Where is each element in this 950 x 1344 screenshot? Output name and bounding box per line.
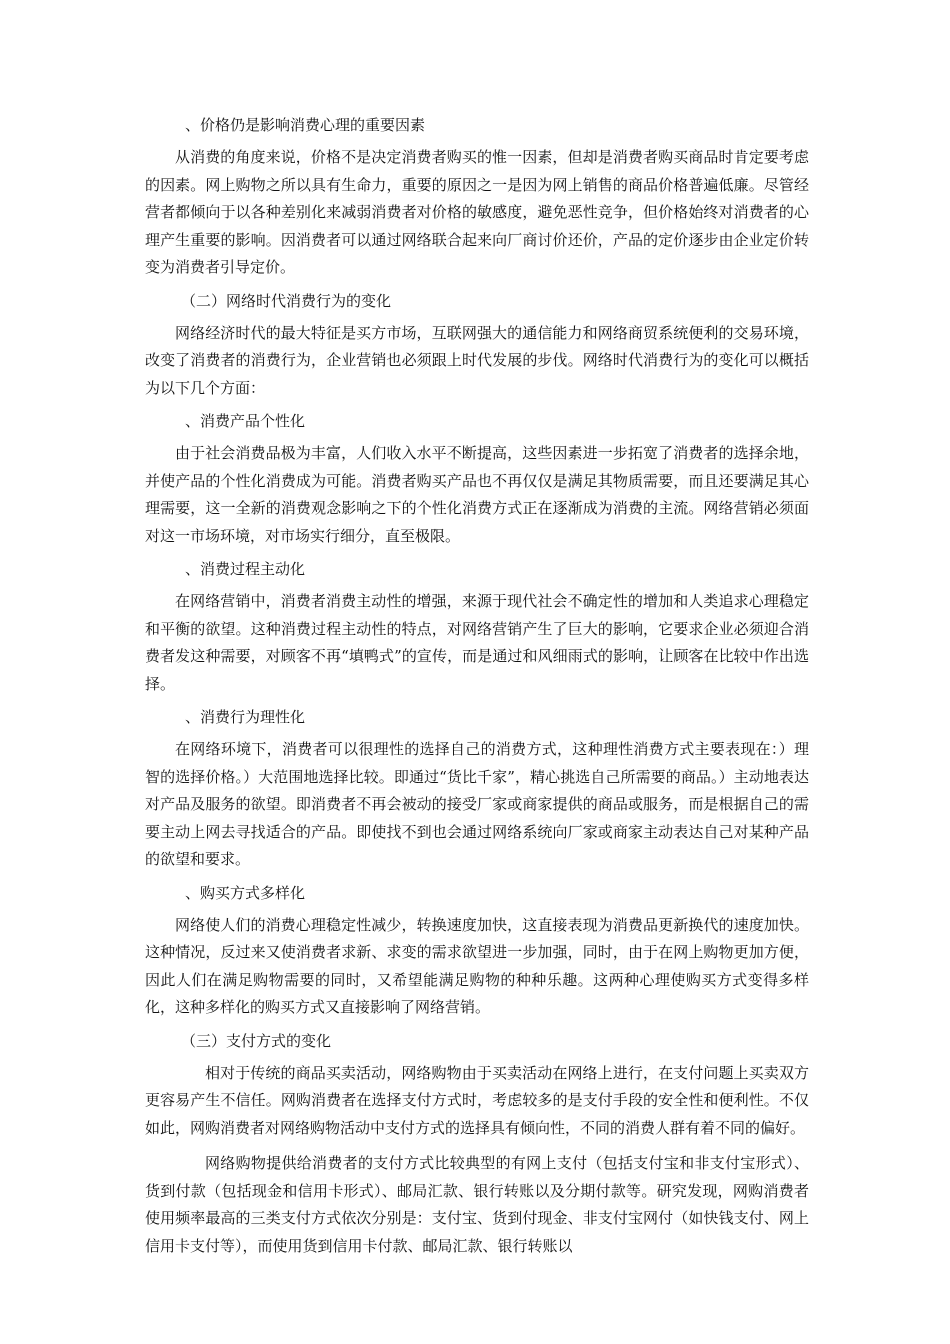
paragraph-rational-behavior: 在网络环境下，消费者可以很理性的选择自己的消费方式，这种理性消费方式主要表现在：）理智的选择价格。）大范围地选择比较。即通过“货比千家”，精心挑选自己所需要的商品。）主动地表达对产品及服务的欲望。即消费者不再会被动的接受厂家或商家提供的商品或服务，而是根据自己的需要主动上网去寻找适合的产品。即使找不到也会通过网络系统向厂家或商家主动表达自己对某种产品的欲望和要求。: [145, 740, 809, 868]
heading-active-consumption: 、消费过程主动化: [185, 560, 306, 578]
heading-personalization: 、消费产品个性化: [185, 412, 306, 430]
paragraph-diverse-purchase: 网络使人们的消费心理稳定性减少，转换速度加快，这直接表现为消费品更新换代的速度加快。这种情况，反过来又使消费者求新、求变的需求欲望进一步加强，同时，由于在网上购物更加方便，因此人们在满足购物需要的同时，又希望能满足购物的种种乐趣。这两种心理使购买方式变得多样化，这种多样化的购买方式又直接影响了网络营销。: [145, 915, 809, 1016]
paragraph-section-2-intro: 网络经济时代的最大特征是买方市场，互联网强大的通信能力和网络商贸系统便利的交易环境，改变了消费者的消费行为，企业营销也必须跟上时代发展的步伐。网络时代消费行为的变化可以概括为以下几个方面：: [145, 323, 809, 397]
heading-price-factor: 、价格仍是影响消费心理的重要因素: [185, 116, 426, 134]
paragraph-payment-2: 网络购物提供给消费者的支付方式比较典型的有网上支付（包括支付宝和非支付宝形式）、货到付款（包括现金和信用卡形式）、邮局汇款、银行转账以及分期付款等。研究发现，网购消费者使用频率最高的三类支付方式依次分别是：支付宝、货到付现金、非支付宝网付（如快钱支付、网上信用卡支付等），而使用货到信用卡付款、邮局汇款、银行转账以: [145, 1154, 809, 1255]
heading-section-2: （二）网络时代消费行为的变化: [181, 291, 392, 310]
paragraph-payment-1: 相对于传统的商品买卖活动，网络购物由于买卖活动在网络上进行，在支付问题上买卖双方更容易产生不信任。网购消费者在选择支付方式时，考虑较多的是支付手段的安全性和便利性。不仅如此，网购消费者对网络购物活动中支付方式的选择具有倾向性，不同的消费人群有着不同的偏好。: [145, 1063, 809, 1137]
heading-diverse-purchase: 、购买方式多样化: [185, 883, 306, 902]
document-body: [145, 114, 809, 1268]
paragraph-personalization: 由于社会消费品极为丰富，人们收入水平不断提高，这些因素进一步拓宽了消费者的选择余地，并使产品的个性化消费成为可能。消费者购买产品也不再仅仅是满足其物质需要，而且还要满足其心理需要，这一全新的消费观念影响之下的个性化消费方式正在逐渐成为消费的主流。网络营销必须面对这一市场环境，对市场实行细分，直至极限。: [145, 444, 809, 545]
heading-section-3: （三）支付方式的变化: [181, 1031, 332, 1050]
heading-rational-behavior: 、消费行为理性化: [185, 708, 306, 726]
paragraph-price: 从消费的角度来说，价格不是决定消费者购买的惟一因素，但却是消费者购买商品时肯定要考虑的因素。网上购物之所以具有生命力，重要的原因之一是因为网上销售的商品价格普遍低廉。尽管经营者都倾向于以各种差别化来减弱消费者对价格的敏感度，避免恶性竞争，但价格始终对消费者的心理产生重要的影响。因消费者可以通过网络联合起来向厂商讨价还价，产品的定价逐步由企业定价转变为消费者引导定价。: [145, 148, 809, 276]
paragraph-active-consumption: 在网络营销中，消费者消费主动性的增强，来源于现代社会不确定性的增加和人类追求心理稳定和平衡的欲望。这种消费过程主动性的特点，对网络营销产生了巨大的影响，它要求企业必须迎合消费者发这种需要，对顾客不再“填鸭式”的宣传，而是通过和风细雨式的影响，让顾客在比较中作出选择。: [145, 592, 809, 693]
